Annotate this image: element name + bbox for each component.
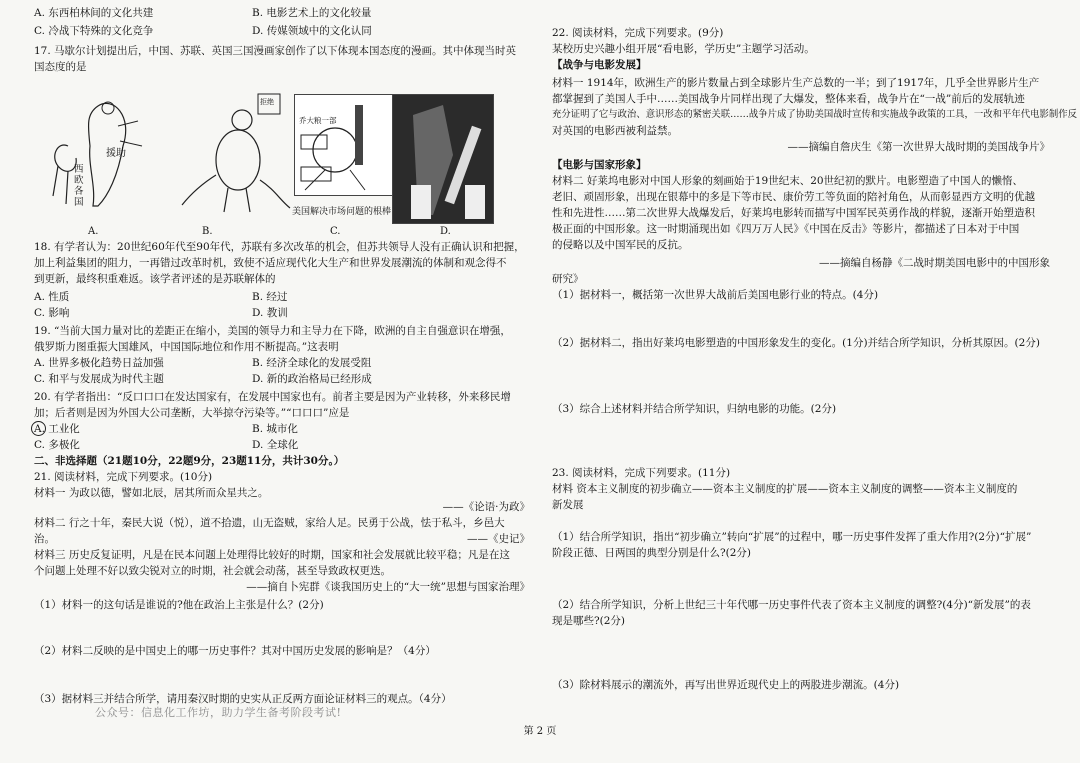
q20-line-1: 20. 有学者指出：“反口口口在发达国家有，在发展中国家也有。前者主要是因为产业转移，外来移民增 [34, 391, 511, 403]
cartoon-a-text-europe: 西欧各国 [74, 164, 84, 208]
q23-sub-question-1-line-1: （1）结合所学知识，指出“初步确立”转向“扩展”的过程中，哪一历史事件发挥了重大作用?(2分)“扩展” [552, 531, 1032, 543]
cartoon-label-d: D. [440, 226, 451, 237]
q17-stem-cont: 国态度的是 [34, 61, 87, 73]
q21-material-1-source: ——《论语·为政》 [442, 501, 530, 513]
q16-option-c: C. 冷战下特殊的文化竞争 [34, 25, 154, 37]
q22-material-1-line-1: 材料一 1914年，欧洲生产的影片数量占到全球影片生产总数的一半；到了1917年，几乎全世界影片生产 [552, 77, 1040, 89]
page-number: 第 2 页 [523, 726, 557, 737]
q21-title: 21. 阅读材料，完成下列要求。(10分) [34, 471, 213, 483]
q23-sub-question-1-line-2: 阶段正德、日两国的典型分别是什么?(2分) [552, 547, 752, 559]
q22-heading-war-film: 【战争与电影发展】 [552, 59, 647, 71]
cartoon-label-c: C. [330, 226, 341, 237]
q21-material-3-line-1: 材料三 历史反复证明，凡是在民本问题上处理得比较好的时期，国家和社会发展就比较平稳；凡是在这 [34, 549, 510, 561]
q19-line-1: 19. “当前大国力量对比的差距正在缩小，美国的领导力和主导力在下降，欧洲的自主自强意识在增强， [34, 325, 511, 337]
cartoon-label-a: A. [88, 226, 99, 237]
q19-option-d: D. 新的政治格局已经形成 [252, 373, 372, 385]
q19-line-2: 俄罗斯力图重振大国雄风，中国国际地位和作用不断提高。”这表明 [34, 341, 339, 353]
cartoon-b-speech: 拒绝 [260, 98, 274, 106]
cartoon-c [294, 94, 396, 196]
q23-material-line-1: 材料 资本主义制度的初步确立——资本主义制度的扩展——资本主义制度的调整——资本主义制度的 [552, 483, 1018, 495]
q21-sub-question-2: （2）材料二反映的是中国史上的哪一历史事件？其对中国历史发展的影响是？（4分） [34, 645, 436, 657]
q22-material-2-source-cont: 研究》 [552, 273, 584, 285]
q21-material-2-line-2: 治。 [34, 533, 55, 545]
q20-option-a: A. 工业化 [34, 423, 80, 435]
cartoon-b-drawing [180, 90, 292, 216]
watermark: 公众号：信息化工作坊，助力学生备考阶段考试! [95, 706, 342, 719]
q18-option-d: D. 教训 [252, 307, 288, 319]
q20-option-d: D. 全球化 [252, 439, 299, 451]
q18-option-a: A. 性质 [34, 291, 70, 303]
q18-line-1: 18. 有学者认为：20世纪60年代至90年代，苏联有多次改革的机会，但苏共领导人没有正确认识和把握， [34, 241, 525, 253]
q23-sub-question-2-line-2: 现是哪些?(2分) [552, 615, 626, 627]
q20-line-2: 加；后者则是因为外国大公司垄断，大举掠夺污染等。”“口口口”应是 [34, 407, 350, 419]
cartoon-a-text-aid: 援助 [106, 148, 126, 159]
q23-material-line-2: 新发展 [552, 499, 584, 511]
q21-material-2-line-1: 材料二 行之十年，秦民大说（悦），道不拾遗，山无盗贼，家给人足。民勇于公战，怯于私斗，乡邑大 [34, 517, 505, 529]
q22-intro: 某校历史兴趣小组开展“看电影，学历史”主题学习活动。 [552, 43, 815, 55]
q22-material-1-source: ——摘编自詹庆生《第一次世界大战时期的美国战争片》 [787, 141, 1050, 153]
cartoon-a-drawing [38, 86, 156, 214]
q22-material-2-line-3: 性和先进性……第二次世界大战爆发后，好莱坞电影转而描写中国军民英勇作战的样貌，逐渐开始塑造积 [552, 207, 1035, 219]
q22-material-2-line-1: 材料二 好莱坞电影对中国人形象的刻画始于19世纪末、20世纪初的默片。电影塑造了中国人的懒惰、 [552, 175, 1024, 187]
q22-sub-question-1: （1）据材料一，概括第一次世界大战前后美国电影行业的特点。(4分) [552, 289, 879, 301]
q20-option-b: B. 城市化 [252, 423, 298, 435]
cartoon-d-drawing [393, 95, 493, 223]
cartoon-c-drawing [295, 95, 395, 195]
q21-sub-question-3: （3）据材料三并结合所学，请用秦汉时期的史实从正反两方面论证材料三的观点。（4分） [34, 693, 452, 705]
q23-title: 23. 阅读材料，完成下列要求。(11分) [552, 467, 731, 479]
q22-material-2-line-2: 老旧、顽固形象，出现在银幕中的多是下等市民、康价劳工等负面的陪衬角色，从而彰显西方文明的优越 [552, 191, 1035, 203]
q19-option-a: A. 世界多极化趋势日益加强 [34, 357, 164, 369]
q21-material-3-line-2: 个问题上处理不好以致尖锐对立的时期，社会就会动荡，甚至导致政权更迭。 [34, 565, 391, 577]
q20-option-c: C. 多极化 [34, 439, 80, 451]
q23-sub-question-2-line-1: （2）结合所学知识，分析上世纪三十年代哪一历史事件代表了资本主义制度的调整?(4分)“新发展”的表 [552, 599, 1031, 611]
q22-material-2-source: ——摘编自杨静《二战时期美国电影中的中国形象 [819, 257, 1050, 269]
q21-material-1: 材料一 为政以德，譬如北辰，居其所而众星共之。 [34, 487, 269, 499]
q18-line-2: 加上利益集团的阻力，一再错过改革时机，致使不适应现代化大生产和世界发展潮流的体制和观念得不 [34, 257, 507, 269]
cartoon-b [180, 90, 292, 216]
q22-heading-film-image: 【电影与国家形象】 [552, 159, 647, 171]
q22-material-1-line-4: 对英国的电影西被利益禁。 [552, 125, 678, 137]
cartoon-a [38, 86, 156, 214]
q22-material-2-line-4: 极正面的中国形象。这一时期涌现出如《四万万人民》《中国在反击》等影片，都描述了日本对于中国 [552, 223, 1020, 235]
q19-option-c: C. 和平与发展成为时代主题 [34, 373, 164, 385]
q21-sub-question-1: （1）材料一的这句话是谁说的?他在政治上主张是什么？(2分) [34, 599, 324, 611]
q22-material-1-line-2: 都掌握到了美国人手中……美国战争片同样出现了大爆发，整体来看，战争片在“一战”前后的发展轨迹 [552, 93, 1025, 105]
q17-stem: 17. 马歇尔计划提出后，中国、苏联、英国三国漫画家创作了以下体现本国态度的漫画。其中体现当时英 [34, 45, 517, 57]
cartoon-d [392, 94, 494, 224]
q22-title: 22. 阅读材料，完成下列要求。(9分) [552, 27, 724, 39]
section-2-heading: 二、非选择题（21题10分，22题9分，23题11分，共计30分。） [34, 455, 345, 467]
q22-sub-question-2: （2）据材料二，指出好莱坞电影塑造的中国形象发生的变化。(1分)并结合所学知识，分析其原因。(2分) [552, 337, 1040, 349]
q16-option-a: A. 东西柏林间的文化共建 [34, 7, 154, 19]
q21-material-3-source: ——摘自卜宪群《谈我国历史上的“大一统”思想与国家治理》 [246, 581, 530, 593]
q19-option-b: B. 经济全球化的发展受阻 [252, 357, 372, 369]
q18-line-3: 到更新，最终积重难返。该学者评述的是苏联解体的 [34, 273, 276, 285]
q16-option-b: B. 电影艺术上的文化较量 [252, 7, 372, 19]
cartoon-c-label: 乔大粮一部 [299, 116, 337, 125]
q22-material-1-line-3: 充分证明了它与政治、意识形态的紧密关联……战争片成了协助美国战时宣传和实施战争政策的工具，一改和平年代电影制作反 [552, 109, 1078, 120]
q18-option-c: C. 影响 [34, 307, 70, 319]
q22-sub-question-3: （3）综合上述材料并结合所学知识，归纳电影的功能。(2分) [552, 403, 837, 415]
q23-sub-question-3: （3）除材料展示的潮流外，再写出世界近现代史上的两股进步潮流。(4分) [552, 679, 900, 691]
q22-material-2-line-5: 的侵略以及中国军民的反抗。 [552, 239, 689, 251]
q21-material-2-source: ——《史记》 [467, 533, 530, 545]
q18-option-b: B. 经过 [252, 291, 288, 303]
q16-option-d: D. 传媒领域中的文化认同 [252, 25, 372, 37]
cartoon-label-b: B. [202, 226, 213, 237]
cartoon-c-caption: 美国解决市场问题的根棒 [292, 207, 392, 217]
